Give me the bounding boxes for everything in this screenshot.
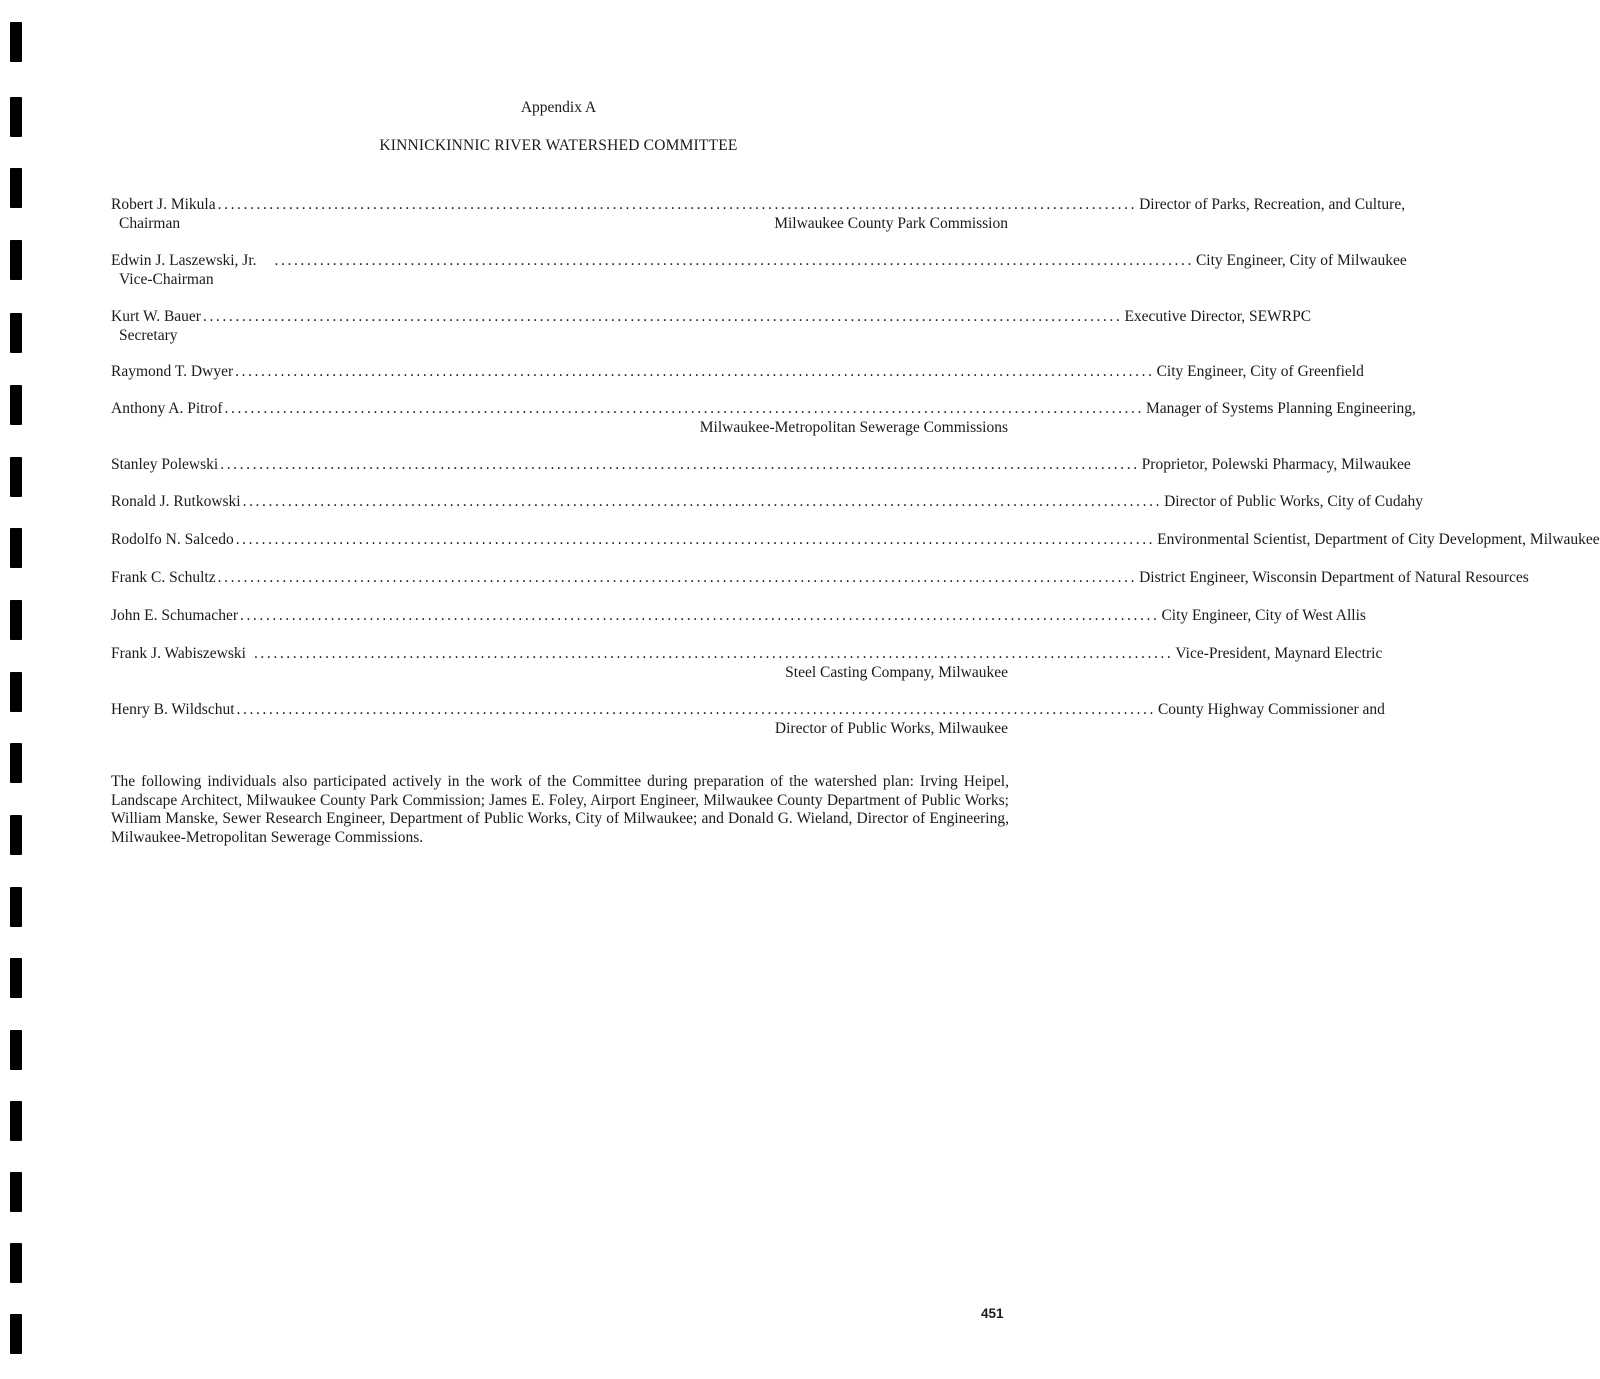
binding-hole: [10, 457, 22, 497]
member-title-line2: Milwaukee County Park Commission: [774, 215, 1008, 232]
participants-note: The following individuals also participated actively in the work of the Committee during preparation of the watershed plan: Irving Heipel, Landscape Architect, Milwaukee County Park Commission; James E. Foley, Airport Engineer, Milwaukee County Department of Public Works; William Manske, Sewer Research Engineer, Department of Public Works, City of Milwaukee; and Donald G. Wieland, Director of Engineering, Milwaukee-Metropolitan Sewerage Commissions.: [111, 773, 1009, 846]
member-name: Henry B. Wildschut: [111, 701, 235, 718]
member-entry: [111, 530, 1600, 549]
member-entry: [111, 492, 1423, 511]
binding-hole: [10, 1172, 22, 1212]
committee-title: KINNICKINNIC RIVER WATERSHED COMMITTEE: [379, 137, 738, 154]
member-title: City Engineer, City of Milwaukee: [1195, 252, 1407, 269]
member-name: Stanley Polewski: [111, 456, 219, 473]
member-title: County Highway Commissioner and: [1157, 701, 1385, 718]
binding-holes: [10, 0, 24, 1379]
member-role: Chairman: [119, 215, 181, 232]
binding-hole: [10, 385, 22, 425]
dot-leader: ..............................................................................................................................................: [236, 701, 1156, 718]
binding-hole: [10, 1243, 22, 1283]
member-role: [111, 418, 119, 437]
dot-leader: ..............................................................................................................................................: [235, 363, 1155, 380]
member-name: John E. Schumacher: [111, 607, 238, 624]
binding-hole: [10, 1030, 22, 1070]
member-name: Anthony A. Pitrof: [111, 400, 223, 417]
binding-hole: [10, 815, 22, 855]
member-entry: [111, 644, 1383, 682]
dot-leader: ..............................................................................................................................................: [235, 531, 1156, 548]
binding-hole: [10, 168, 22, 208]
member-title: Proprietor, Polewski Pharmacy, Milwaukee: [1141, 456, 1411, 473]
member-entry: [111, 700, 1385, 738]
member-name: Frank C. Schultz: [111, 569, 216, 586]
member-name: Raymond T. Dwyer: [111, 363, 234, 380]
binding-hole: [10, 600, 22, 640]
dot-leader: ..............................................................................................................................................: [239, 607, 1160, 624]
member-title: Director of Parks, Recreation, and Culture,: [1139, 196, 1406, 213]
member-entry: [111, 195, 1406, 233]
binding-hole: [10, 672, 22, 712]
member-title-line2: Director of Public Works, Milwaukee: [774, 720, 1008, 737]
member-title: District Engineer, Wisconsin Department of Natural Resources: [1139, 569, 1529, 586]
member-name: Frank J. Wabiszewski: [111, 645, 246, 662]
dot-leader: ..............................................................................................................................................: [224, 400, 1144, 417]
member-entry: [111, 455, 1411, 474]
member-title: Executive Director, SEWRPC: [1124, 308, 1312, 325]
member-name: Ronald J. Rutkowski: [111, 493, 241, 510]
member-title-line2: Steel Casting Company, Milwaukee: [785, 664, 1008, 681]
binding-hole: [10, 1101, 22, 1141]
binding-hole: [10, 240, 22, 280]
member-title: City Engineer, City of Greenfield: [1156, 363, 1364, 380]
member-entry: [111, 307, 1312, 345]
member-entry: [111, 606, 1366, 625]
member-role: Vice-Chairman: [119, 271, 214, 288]
member-role: [111, 663, 119, 682]
member-title: Vice-President, Maynard Electric: [1175, 645, 1383, 662]
binding-hole: [10, 22, 22, 62]
binding-hole: [10, 887, 22, 927]
dot-leader: ..............................................................................................................................................: [253, 645, 1174, 662]
member-entry: [111, 362, 1364, 381]
binding-hole: [10, 1314, 22, 1354]
member-role: Secretary: [119, 327, 178, 344]
member-entry: [111, 251, 1407, 289]
dot-leader: ..............................................................................................................................................: [217, 196, 1138, 213]
binding-hole: [10, 958, 22, 998]
dot-leader: ..............................................................................................................................................: [202, 308, 1123, 325]
member-name: Robert J. Mikula: [111, 196, 216, 213]
member-title: Environmental Scientist, Department of City Development, Milwaukee: [1157, 531, 1600, 548]
member-title: City Engineer, City of West Allis: [1161, 607, 1366, 624]
member-name: Kurt W. Bauer: [111, 308, 201, 325]
dot-leader: ..............................................................................................................................................: [220, 456, 1140, 473]
appendix-heading: Appendix A: [520, 99, 597, 116]
member-title: Manager of Systems Planning Engineering,: [1145, 400, 1416, 417]
page-number: 451: [981, 1306, 1004, 1321]
member-entry: [111, 568, 1529, 587]
member-title-line2: Milwaukee-Metropolitan Sewerage Commissions: [699, 419, 1008, 436]
member-entry: [111, 399, 1416, 437]
binding-hole: [10, 313, 22, 353]
binding-hole: [10, 743, 22, 783]
dot-leader: ..............................................................................................................................................: [217, 569, 1138, 586]
member-role: [111, 719, 119, 738]
member-name: Edwin J. Laszewski, Jr.: [111, 252, 257, 269]
member-name: Rodolfo N. Salcedo: [111, 531, 234, 548]
member-title: Director of Public Works, City of Cudahy: [1164, 493, 1423, 510]
dot-leader: ..............................................................................................................................................: [242, 493, 1163, 510]
binding-hole: [10, 528, 22, 568]
dot-leader: ..............................................................................................................................................: [274, 252, 1194, 269]
